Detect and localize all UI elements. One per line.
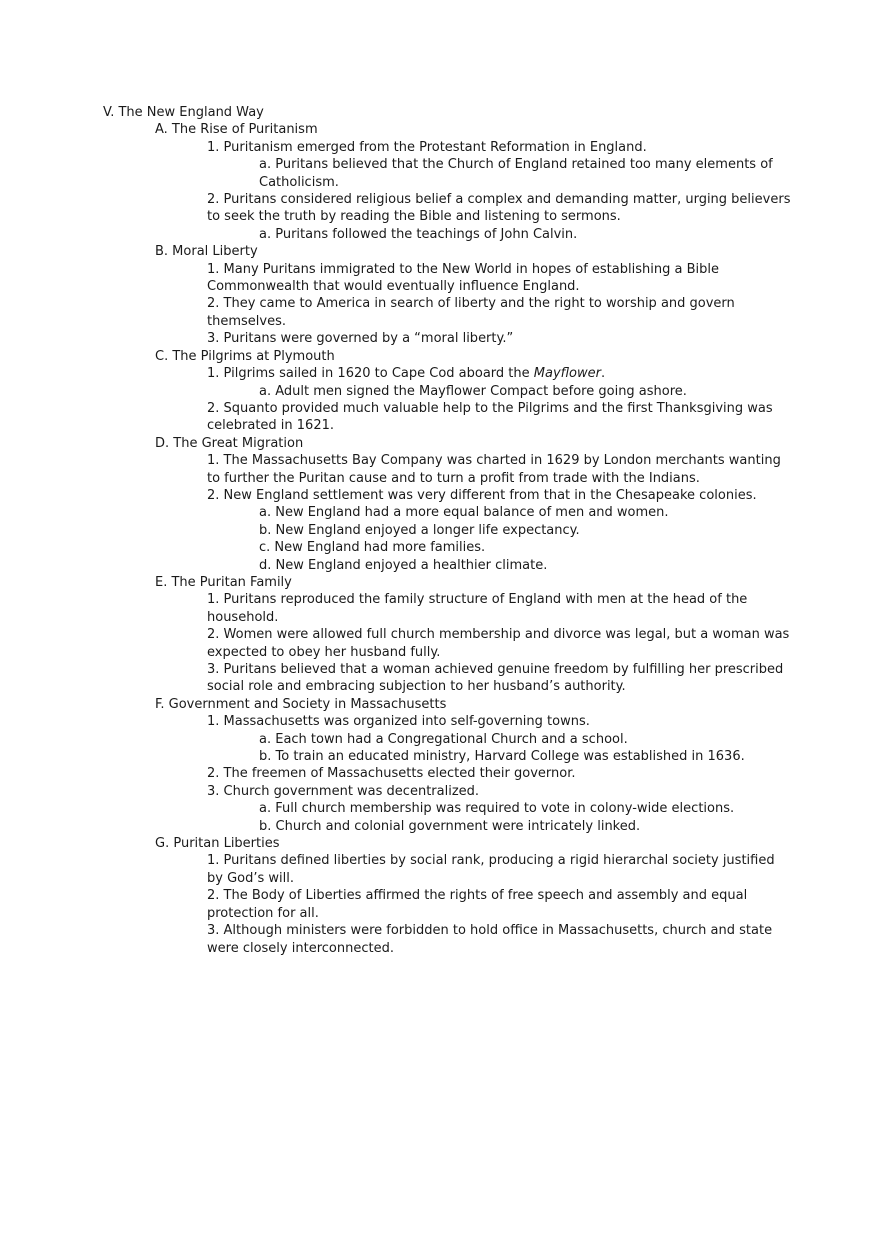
outline-document	[0, 104, 880, 957]
point-line	[0, 139, 880, 156]
point-line	[0, 887, 880, 904]
outline-subpoint	[0, 800, 880, 817]
point-text: 3. Puritans were governed by a “moral liberty.”	[207, 331, 514, 347]
outline-subpoint	[0, 383, 880, 400]
subpoint-line: b. New England enjoyed a longer life expectancy.	[259, 522, 580, 538]
subpoint-line: a. Each town had a Congregational Church and a school.	[259, 731, 628, 747]
point-text: 2. They came to America in search of liberty and the right to worship and govern	[207, 296, 735, 312]
outline-subpoint	[0, 539, 880, 556]
point-line	[0, 261, 880, 278]
point-line	[0, 852, 880, 869]
subpoint-line: b. To train an educated ministry, Harvard College was established in 1636.	[259, 749, 745, 765]
italic-ship-name: Mayflower	[533, 366, 601, 382]
outline-section	[0, 121, 880, 243]
section-title: G. Puritan Liberties	[155, 836, 280, 852]
point-text: household.	[207, 609, 279, 625]
point-line	[0, 208, 880, 225]
point-line	[0, 940, 880, 957]
subpoint-line: a. Puritans followed the teachings of John Calvin.	[259, 226, 578, 242]
point-text: 1. Many Puritans immigrated to the New World in hopes of establishing a Bible	[207, 261, 719, 277]
point-text: 1. Pilgrims sailed in 1620 to Cape Cod aboard the	[207, 366, 534, 382]
outline-point	[0, 400, 880, 435]
outline-point	[0, 661, 880, 696]
point-text: 1. Puritanism emerged from the Protestant Reformation in England.	[207, 139, 647, 155]
point-line	[0, 313, 880, 330]
outline-subpoint	[0, 522, 880, 539]
point-text: 2. The freemen of Massachusetts elected their governor.	[207, 766, 576, 782]
point-text: 1. Massachusetts was organized into self-governing towns.	[207, 714, 590, 730]
section-title: D. The Great Migration	[155, 435, 304, 451]
point-line	[0, 678, 880, 695]
outline-point	[0, 330, 880, 347]
subpoint-line: a. New England had a more equal balance of men and women.	[259, 505, 669, 521]
point-text: were closely interconnected.	[207, 940, 394, 956]
point-text: Commonwealth that would eventually influence England.	[207, 279, 580, 295]
outline-point	[0, 295, 880, 330]
outline-subpoint	[0, 731, 880, 748]
outline-section	[0, 348, 880, 435]
outline-point	[0, 765, 880, 782]
point-line	[0, 417, 880, 434]
point-text: 2. New England settlement was very different from that in the Chesapeake colonies.	[207, 487, 757, 503]
point-line	[0, 870, 880, 887]
subpoint-line: c. New England had more families.	[259, 540, 486, 556]
subpoint-line: a. Puritans believed that the Church of England retained too many elements of	[259, 157, 773, 173]
subpoint-line: a. Adult men signed the Mayflower Compact before going ashore.	[259, 383, 687, 399]
point-line	[0, 191, 880, 208]
outline-section	[0, 835, 880, 957]
point-line	[0, 278, 880, 295]
point-text: to seek the truth by reading the Bible and listening to sermons.	[207, 209, 621, 225]
outline-point	[0, 452, 880, 487]
point-line	[0, 295, 880, 312]
outline-point	[0, 626, 880, 661]
outline-point	[0, 261, 880, 296]
outline-subpoint	[0, 818, 880, 835]
point-text: 3. Puritans believed that a woman achieved genuine freedom by fulfilling her prescribed	[207, 662, 784, 677]
outline-point	[0, 487, 880, 574]
section-title: C. The Pilgrims at Plymouth	[155, 348, 335, 364]
point-text: 1. Puritans defined liberties by social rank, producing a rigid hierarchal society justified	[207, 853, 775, 869]
point-line	[0, 644, 880, 661]
outline-subpoint	[0, 226, 880, 243]
outline-subpoint	[0, 504, 880, 521]
point-line	[0, 400, 880, 417]
point-line	[0, 330, 880, 347]
outline-sections	[0, 121, 880, 957]
point-text: social role and embracing subjection to her husband’s authority.	[207, 679, 626, 695]
point-text-suffix: .	[600, 366, 606, 382]
outline-section	[0, 574, 880, 696]
point-text: 1. Puritans reproduced the family structure of England with men at the head of the	[207, 592, 748, 608]
subpoint-line: b. Church and colonial government were intricately linked.	[259, 818, 641, 834]
outline-section	[0, 243, 880, 347]
section-title: E. The Puritan Family	[155, 574, 292, 590]
point-line	[0, 713, 880, 730]
outline-subpoint	[0, 156, 880, 191]
point-text: 3. Church government was decentralized.	[207, 783, 480, 799]
outline-point	[0, 922, 880, 957]
outline-point	[0, 191, 880, 243]
point-line	[0, 626, 880, 643]
outline-section	[0, 435, 880, 574]
point-line	[0, 487, 880, 504]
point-line	[0, 765, 880, 782]
point-text: 2. The Body of Liberties affirmed the rights of free speech and assembly and equal	[207, 888, 748, 904]
point-line	[0, 365, 880, 382]
point-text: 1. The Massachusetts Bay Company was charted in 1629 by London merchants wanting	[207, 453, 781, 469]
outline-point	[0, 139, 880, 191]
outline-point	[0, 887, 880, 922]
point-text: expected to obey her husband fully.	[207, 644, 441, 660]
point-line	[0, 470, 880, 487]
outline-point	[0, 591, 880, 626]
point-line	[0, 452, 880, 469]
point-text: 2. Squanto provided much valuable help to the Pilgrims and the first Thanksgiving was	[207, 400, 773, 416]
point-line	[0, 661, 880, 678]
outline-subpoint	[0, 557, 880, 574]
point-line	[0, 922, 880, 939]
outline-heading: V. The New England Way	[103, 105, 264, 120]
point-text: by God’s will.	[207, 870, 294, 886]
point-text: themselves.	[207, 313, 286, 329]
section-title: F. Government and Society in Massachusetts	[155, 696, 447, 712]
outline-point	[0, 783, 880, 835]
section-title: A. The Rise of Puritanism	[155, 122, 318, 138]
section-title: B. Moral Liberty	[155, 244, 258, 260]
point-line	[0, 591, 880, 608]
point-line	[0, 905, 880, 922]
point-text: to further the Puritan cause and to turn a profit from trade with the Indians.	[207, 470, 700, 486]
point-text: protection for all.	[207, 905, 319, 921]
point-text: 3. Although ministers were forbidden to hold office in Massachusetts, church and state	[207, 923, 773, 939]
point-text: 2. Women were allowed full church membership and divorce was legal, but a woman was	[207, 627, 790, 643]
subpoint-line: a. Full church membership was required to vote in colony-wide elections.	[259, 801, 735, 817]
point-text: 2. Puritans considered religious belief a complex and demanding matter, urging believers	[207, 192, 791, 208]
subpoint-line: Catholicism.	[259, 174, 339, 190]
point-line	[0, 783, 880, 800]
outline-point	[0, 713, 880, 765]
outline-section	[0, 696, 880, 835]
point-line	[0, 609, 880, 626]
point-text: celebrated in 1621.	[207, 418, 334, 434]
outline-point	[0, 365, 880, 400]
outline-point	[0, 852, 880, 887]
subpoint-line: d. New England enjoyed a healthier climate.	[259, 557, 548, 573]
outline-subpoint	[0, 748, 880, 765]
